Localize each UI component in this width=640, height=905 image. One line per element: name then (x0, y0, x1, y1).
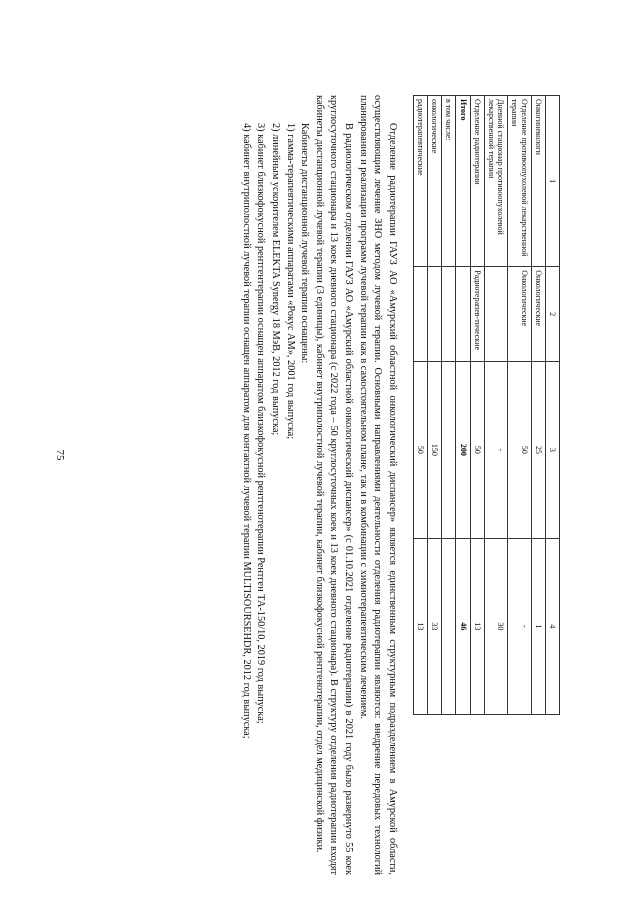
table-cell (484, 267, 507, 362)
table-cell: 46 (456, 538, 470, 714)
table-row (428, 96, 442, 715)
table-cell (442, 267, 456, 362)
table-cell: в том числе: (442, 96, 456, 267)
body-text (238, 95, 399, 875)
table-cell (456, 267, 470, 362)
header-cell: 1 (545, 96, 559, 267)
content-block (90, 95, 560, 885)
table-cell (413, 267, 427, 362)
table-cell: 25 (531, 362, 545, 539)
paragraph: В радиологическом отделении ГАУЗ АО «Амурский областной онкологический диспансер» (с 01.10.2021 отделение радиотерапии) в 2021 году было развернуто 55 коек круглосуточного стационара и 13 коек дневного стационара (с 2022 года – 50 круглосуточных коек и 13 коек дневного стационара). В структуру отделения радиотерапии входят кабинеты дистанционной лучевой терапии (3 единицы), кабинет внутриполостной лучевой терапии, кабинет близкофокусной рентгенотерапии, отдел медицинской физики. (313, 95, 355, 875)
table-cell: 200 (456, 362, 470, 539)
table-cell: 13 (470, 538, 484, 714)
table-cell: 150 (428, 362, 442, 539)
table-header-row (545, 96, 559, 715)
table-row (531, 96, 545, 715)
table-row (470, 96, 484, 715)
table-cell: 33 (428, 538, 442, 714)
beds-table (413, 95, 560, 715)
header-cell: 4 (545, 538, 559, 714)
table-cell: радиотерапевтические (413, 96, 427, 267)
list-item: 1) гамма-терапевтическими аппаратами «Рокус АМ», 2001 год выпуска; (284, 123, 296, 440)
table-cell: - (508, 538, 531, 714)
page-number: 75 (54, 449, 66, 461)
table-cell (428, 267, 442, 362)
list-item: 2) линейным ускорителем ELEKTA Synergy 18 МэВ, 2012 год выпуска; (270, 123, 282, 436)
list-item: 4) кабинет внутриполостной лучевой терапии оснащен аппаратом для контактной лучевой терапии MULTISOURSEHDR, 2012 год выпуска; (240, 123, 252, 739)
equipment-list (238, 95, 296, 875)
table-cell: 1 (531, 538, 545, 714)
table-cell: 30 (484, 538, 507, 714)
paragraph: Отделение радиотерапии ГАУЗ АО «Амурский областной онкологический диспансер» является единственным структурным подразделением в Амурской области, осуществляющим лечение ЗНО методом лучевой терапии. Основными направлениями деятельности отделения радиотерапии являются: внедрение передовых технологий планирования и реализации программ лучевой терапии как в самостоятельном плане, так и в комбинации с химиотерапевтическим лечением. (357, 95, 398, 875)
table-cell (442, 538, 456, 714)
table-cell: 50 (470, 362, 484, 539)
table-cell: Отделение радиотерапии (470, 96, 484, 267)
table-cell: Отделение противоопухолевой лекарственной терапии (508, 96, 531, 267)
table-cell: Радиотерапев-тические (470, 267, 484, 362)
table-cell: Дневной стационар противоопухолевой лекарственной терапии (484, 96, 507, 267)
table-cell (442, 362, 456, 539)
paragraph: Кабинеты дистанционной лучевой терапии оснащены: (299, 123, 311, 364)
table-row (456, 96, 470, 715)
table-cell: 50 (413, 362, 427, 539)
table-row (484, 96, 507, 715)
table-cell: 13 (413, 538, 427, 714)
header-cell: 3 (545, 362, 559, 539)
header-cell: 2 (545, 267, 559, 362)
table-cell: Онкологические (508, 267, 531, 362)
table-row (508, 96, 531, 715)
table-cell: 50 (508, 362, 531, 539)
rotated-page-content (90, 95, 560, 885)
table-cell: Онкологические (531, 267, 545, 362)
table-cell: онкологические (428, 96, 442, 267)
table-cell: Онкогинекологи (531, 96, 545, 267)
table-cell: Итого (456, 96, 470, 267)
table-row (442, 96, 456, 715)
table-cell: - (484, 362, 507, 539)
table-row (413, 96, 427, 715)
list-item: 3) кабинет близкофокусной рентгентерапии оснащен аппаратом близкофокусной рентгенотерапии Рентген ТА-150/10, 2019 год выпуска; (255, 123, 267, 724)
